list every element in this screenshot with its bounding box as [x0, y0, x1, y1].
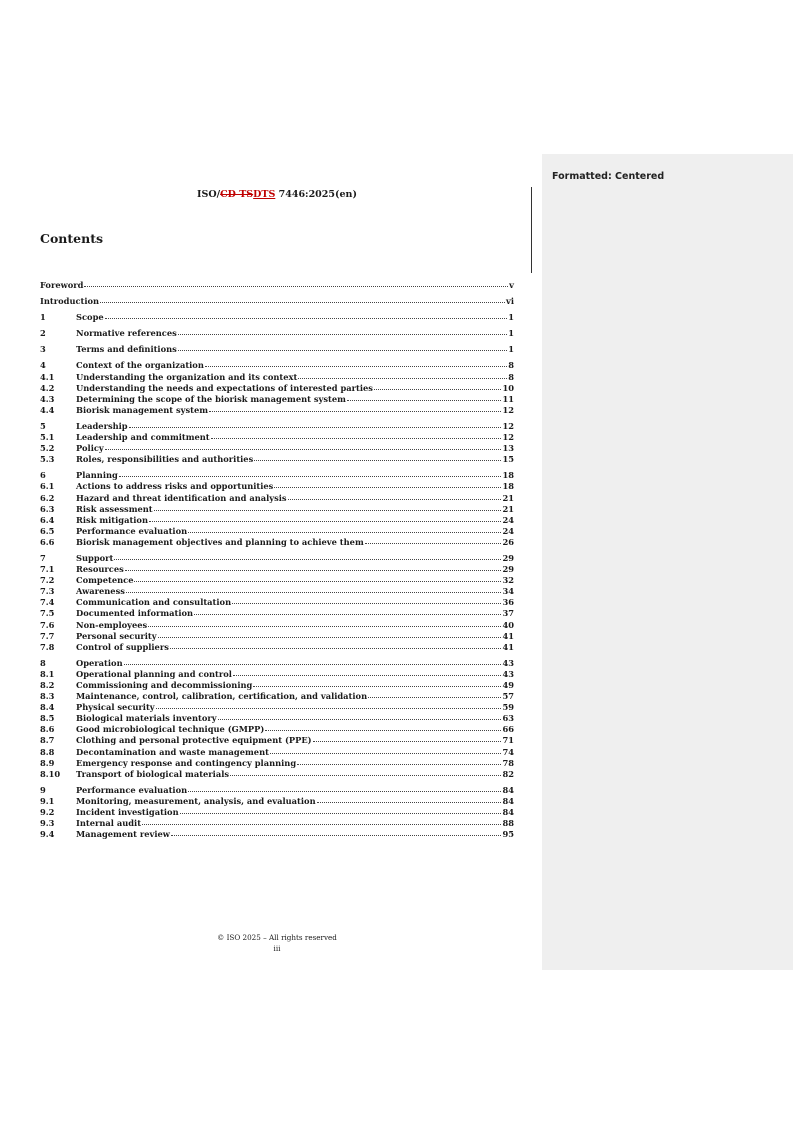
toc-entry-number: 8.3: [40, 691, 55, 702]
header-inserted-text: DTS: [253, 189, 276, 200]
toc-section-group: [40, 657, 514, 779]
page-footer: [40, 932, 514, 954]
toc-entry-title: Foreword: [40, 280, 84, 290]
toc-entry-page: 21: [502, 503, 514, 514]
toc-dot-leader: [170, 640, 502, 649]
toc-entry-title: Incident investigation: [76, 807, 179, 818]
toc-dot-leader: [368, 689, 501, 698]
toc-entry-title: Planning: [76, 470, 118, 481]
toc-entry-title: Performance evaluation: [76, 525, 188, 536]
toc-entry-number: 2: [40, 328, 46, 339]
toc-dot-leader: [142, 816, 501, 825]
toc-entry-number: 6.3: [40, 503, 55, 514]
toc-dot-leader: [232, 595, 501, 604]
toc-entry-title: Communication and consultation: [76, 597, 232, 608]
toc-entry[interactable]: [40, 279, 514, 290]
toc-entry-title: Support: [76, 552, 114, 563]
toc-entry[interactable]: [40, 768, 514, 779]
toc-dot-leader: [253, 678, 501, 687]
copyright-notice: © ISO 2025 – All rights reserved: [217, 933, 337, 942]
toc-entry-number: 7.1: [40, 564, 55, 575]
toc-dot-leader: [194, 606, 501, 615]
toc-section-group: [40, 784, 514, 839]
toc-entry-page: 41: [502, 641, 514, 652]
toc-section-group: [40, 295, 514, 306]
toc-entry-page: 57: [502, 691, 514, 702]
toc-entry-number: 9.2: [40, 807, 55, 818]
toc-dot-leader: [178, 342, 507, 351]
toc-section-group: [40, 552, 514, 652]
toc-entry-page: 84: [502, 795, 514, 806]
toc-entry-number: 9: [40, 784, 46, 795]
toc-dot-leader: [125, 562, 502, 571]
toc-entry-number: 3: [40, 344, 46, 355]
toc-entry-title: Documented information: [76, 608, 194, 619]
toc-entry-title: Understanding the needs and expectations of interested parties: [76, 382, 373, 393]
toc-entry-page: 63: [502, 713, 514, 724]
toc-dot-leader: [100, 294, 505, 303]
toc-section-group: [40, 311, 514, 322]
page-number: iii: [273, 944, 281, 953]
toc-entry-title: Management review: [76, 829, 170, 840]
toc-dot-leader: [317, 794, 502, 803]
toc-entry-page: 43: [502, 668, 514, 679]
toc-entry-title: Normative references: [76, 328, 177, 339]
toc-dot-leader: [180, 805, 502, 814]
toc-entry-number: 7: [40, 552, 46, 563]
toc-entry-number: 4.4: [40, 404, 55, 415]
toc-dot-leader: [105, 441, 502, 450]
toc-entry-number: 7.2: [40, 575, 55, 586]
toc-dot-leader: [298, 370, 507, 379]
toc-entry-page: 88: [502, 818, 514, 829]
toc-entry[interactable]: [40, 343, 514, 354]
toc-entry-title: Introduction: [40, 296, 100, 307]
toc-entry-page: 43: [502, 657, 514, 668]
toc-entry-page: 36: [502, 597, 514, 608]
toc-entry-title: Scope: [76, 312, 104, 323]
toc-entry-number: 9.3: [40, 818, 55, 829]
toc-dot-leader: [265, 722, 501, 731]
header-suffix: 7446:2025(en): [275, 189, 357, 200]
toc-dot-leader: [148, 618, 501, 627]
toc-section-group: [40, 469, 514, 547]
toc-entry-number: 6.6: [40, 536, 55, 547]
toc-entry-number: 6.4: [40, 514, 55, 525]
contents-heading: Contents: [40, 231, 104, 246]
toc-entry-page: 1: [508, 328, 514, 339]
toc-entry-page: 29: [502, 552, 514, 563]
toc-dot-leader: [149, 513, 501, 522]
toc-entry-page: 1: [508, 344, 514, 355]
toc-entry-number: 6.5: [40, 525, 55, 536]
toc-entry-page: 18: [502, 481, 514, 492]
toc-entry-page: 82: [502, 768, 514, 779]
toc-dot-leader: [105, 310, 508, 319]
toc-entry-page: 59: [502, 702, 514, 713]
toc-entry-page: 12: [502, 404, 514, 415]
toc-entry-number: 8.10: [40, 768, 61, 779]
toc-section-group: [40, 420, 514, 464]
toc-entry-title: Risk mitigation: [76, 514, 148, 525]
toc-entry-title: Policy: [76, 443, 104, 454]
toc-entry-title: Maintenance, control, calibration, certification, and validation: [76, 691, 368, 702]
toc-dot-leader: [188, 524, 501, 533]
toc-entry-number: 5.2: [40, 443, 55, 454]
toc-entry[interactable]: [40, 327, 514, 338]
toc-entry-title: Actions to address risks and opportunities: [76, 481, 274, 492]
toc-entry-page: 37: [502, 608, 514, 619]
toc-dot-leader: [313, 733, 502, 742]
toc-entry-page: 12: [502, 420, 514, 431]
toc-entry-number: 1: [40, 312, 46, 323]
toc-entry-title: Personal security: [76, 630, 157, 641]
toc-dot-leader: [178, 326, 507, 335]
toc-entry-number: 6.1: [40, 481, 55, 492]
toc-entry-number: 5.3: [40, 454, 55, 465]
toc-entry-page: 11: [502, 393, 514, 404]
toc-entry-page: 32: [502, 575, 514, 586]
document-header: [40, 189, 514, 200]
toc-entry-page: 21: [502, 492, 514, 503]
toc-entry-number: 8.6: [40, 724, 55, 735]
header-prefix: ISO/: [197, 189, 221, 200]
toc-entry[interactable]: [40, 828, 514, 839]
toc-entry-title: Monitoring, measurement, analysis, and evaluation: [76, 795, 316, 806]
toc-entry-page: 95: [502, 829, 514, 840]
toc-entry[interactable]: [40, 295, 514, 306]
toc-entry-title: Risk assessment: [76, 503, 153, 514]
toc-entry-page: 71: [502, 735, 514, 746]
toc-entry-number: 6.2: [40, 492, 55, 503]
toc-entry-title: Leadership: [76, 420, 128, 431]
toc-entry-number: 8: [40, 657, 46, 668]
toc-section-group: [40, 327, 514, 338]
toc-entry[interactable]: [40, 453, 514, 464]
toc-entry-title: Performance evaluation: [76, 784, 188, 795]
toc-entry-page: 29: [502, 564, 514, 575]
comment-pane-title[interactable]: Formatted: Centered: [552, 171, 665, 182]
toc-entry-page: 18: [502, 470, 514, 481]
toc-dot-leader: [205, 358, 507, 367]
toc-dot-leader: [171, 827, 502, 836]
toc-entry[interactable]: [40, 641, 514, 652]
toc-entry-title: Awareness: [76, 586, 125, 597]
toc-dot-leader: [230, 767, 501, 776]
toc-entry-title: Leadership and commitment: [76, 432, 210, 443]
toc-entry-title: Commissioning and decommissioning: [76, 680, 253, 690]
toc-dot-leader: [347, 392, 502, 401]
toc-entry-page: vi: [506, 296, 514, 307]
toc-entry-title: Roles, responsibilities and authorities: [76, 454, 254, 465]
toc-entry-page: 10: [502, 382, 514, 393]
toc-entry-number: 8.7: [40, 735, 55, 746]
toc-entry-title: Understanding the organization and its context: [76, 371, 298, 382]
toc-dot-leader: [154, 502, 502, 511]
toc-entry-number: 4: [40, 360, 46, 371]
toc-entry-page: 24: [502, 525, 514, 536]
toc-entry-title: Biorisk management system: [76, 404, 209, 415]
header-deleted-text: CD TS: [220, 189, 254, 200]
toc-entry-number: 8.1: [40, 668, 55, 679]
toc-dot-leader: [158, 629, 502, 638]
toc-entry-page: 26: [502, 536, 514, 547]
toc-entry-title: Physical security: [76, 702, 155, 713]
toc-section-group: [40, 279, 514, 290]
toc-dot-leader: [126, 584, 502, 593]
toc-entry-page: 1: [508, 312, 514, 323]
toc-dot-leader: [119, 468, 502, 477]
toc-dot-leader: [233, 667, 502, 676]
toc-dot-leader: [365, 535, 502, 544]
toc-entry-number: 5: [40, 420, 46, 431]
toc-entry-number: 9.4: [40, 829, 55, 840]
toc-entry-title: Non-employees: [76, 619, 148, 630]
toc-entry-page: 41: [502, 630, 514, 641]
toc-entry-page: 84: [502, 784, 514, 795]
toc-entry-title: Internal audit: [76, 818, 142, 829]
toc-section-group: [40, 343, 514, 354]
toc-entry-number: 7.8: [40, 641, 55, 652]
toc-entry-page: v: [509, 280, 514, 290]
toc-entry-page: 40: [502, 619, 514, 630]
toc-entry-title: Resources: [76, 564, 124, 575]
toc-dot-leader: [124, 656, 502, 665]
toc-entry[interactable]: [40, 536, 514, 547]
toc-entry-title: Hazard and threat identification and analysis: [76, 492, 287, 503]
toc-entry-page: 84: [502, 807, 514, 818]
toc-entry-number: 7.5: [40, 608, 55, 619]
table-of-contents: [40, 279, 514, 844]
toc-entry-number: 7.6: [40, 619, 55, 630]
toc-entry-number: 6: [40, 470, 46, 481]
toc-entry-number: 8.2: [40, 680, 55, 690]
comment-pane[interactable]: [542, 154, 793, 970]
toc-entry-page: 78: [502, 757, 514, 768]
toc-entry-title: Biological materials inventory: [76, 713, 217, 724]
toc-entry-title: Biorisk management objectives and planning to achieve them: [76, 536, 364, 547]
toc-entry-page: 8: [508, 371, 514, 382]
toc-entry-number: 8.4: [40, 702, 55, 713]
toc-entry-title: Decontamination and waste management: [76, 746, 269, 757]
toc-entry-number: 4.3: [40, 393, 55, 404]
toc-entry-page: 24: [502, 514, 514, 525]
toc-entry-page: 66: [502, 724, 514, 735]
toc-dot-leader: [114, 551, 501, 560]
toc-entry-page: 12: [502, 432, 514, 443]
toc-dot-leader: [374, 381, 501, 390]
toc-entry-title: Transport of biological materials: [76, 768, 230, 779]
toc-entry-number: 4.2: [40, 382, 55, 393]
toc-entry-number: 9.1: [40, 795, 55, 806]
toc-dot-leader: [129, 419, 502, 428]
toc-entry-number: 4.1: [40, 371, 55, 382]
toc-dot-leader: [188, 783, 501, 792]
toc-entry-title: Clothing and personal protective equipment (PPE): [76, 735, 312, 746]
toc-entry-title: Context of the organization: [76, 360, 204, 371]
toc-dot-leader: [209, 403, 501, 412]
toc-entry-title: Competence: [76, 575, 134, 586]
toc-dot-leader: [211, 430, 502, 439]
toc-dot-leader: [134, 573, 501, 582]
toc-entry-title: Operation: [76, 657, 123, 668]
toc-entry-title: Terms and definitions: [76, 344, 177, 355]
toc-entry[interactable]: [40, 311, 514, 322]
toc-entry-number: 7.7: [40, 630, 55, 641]
toc-entry-page: 74: [502, 746, 514, 757]
toc-dot-leader: [218, 711, 502, 720]
toc-entry-title: Determining the scope of the biorisk management system: [76, 393, 346, 404]
toc-dot-leader: [156, 700, 502, 709]
toc-entry-number: 8.9: [40, 757, 55, 768]
toc-entry-number: 8.5: [40, 713, 55, 724]
toc-entry-title: Control of suppliers: [76, 641, 169, 652]
toc-entry-title: Operational planning and control: [76, 668, 232, 679]
toc-entry-title: Emergency response and contingency planning: [76, 757, 297, 768]
toc-dot-leader: [288, 491, 502, 500]
toc-entry-title: Good microbiological technique (GMPP): [76, 724, 265, 735]
toc-entry-number: 7.3: [40, 586, 55, 597]
toc-entry-page: 13: [502, 443, 514, 454]
toc-entry-number: 8.8: [40, 746, 55, 757]
toc-dot-leader: [84, 278, 508, 287]
toc-section-group: [40, 359, 514, 414]
toc-dot-leader: [254, 452, 501, 461]
toc-entry[interactable]: [40, 404, 514, 415]
toc-entry-page: 49: [502, 680, 514, 690]
toc-dot-leader: [270, 745, 502, 754]
toc-dot-leader: [274, 479, 501, 488]
toc-entry-number: 5.1: [40, 432, 55, 443]
change-bar: [531, 187, 532, 273]
toc-entry-page: 34: [502, 586, 514, 597]
toc-entry-number: 7.4: [40, 597, 55, 608]
toc-entry-page: 15: [502, 454, 514, 465]
toc-dot-leader: [297, 756, 501, 765]
toc-entry-page: 8: [508, 360, 514, 371]
